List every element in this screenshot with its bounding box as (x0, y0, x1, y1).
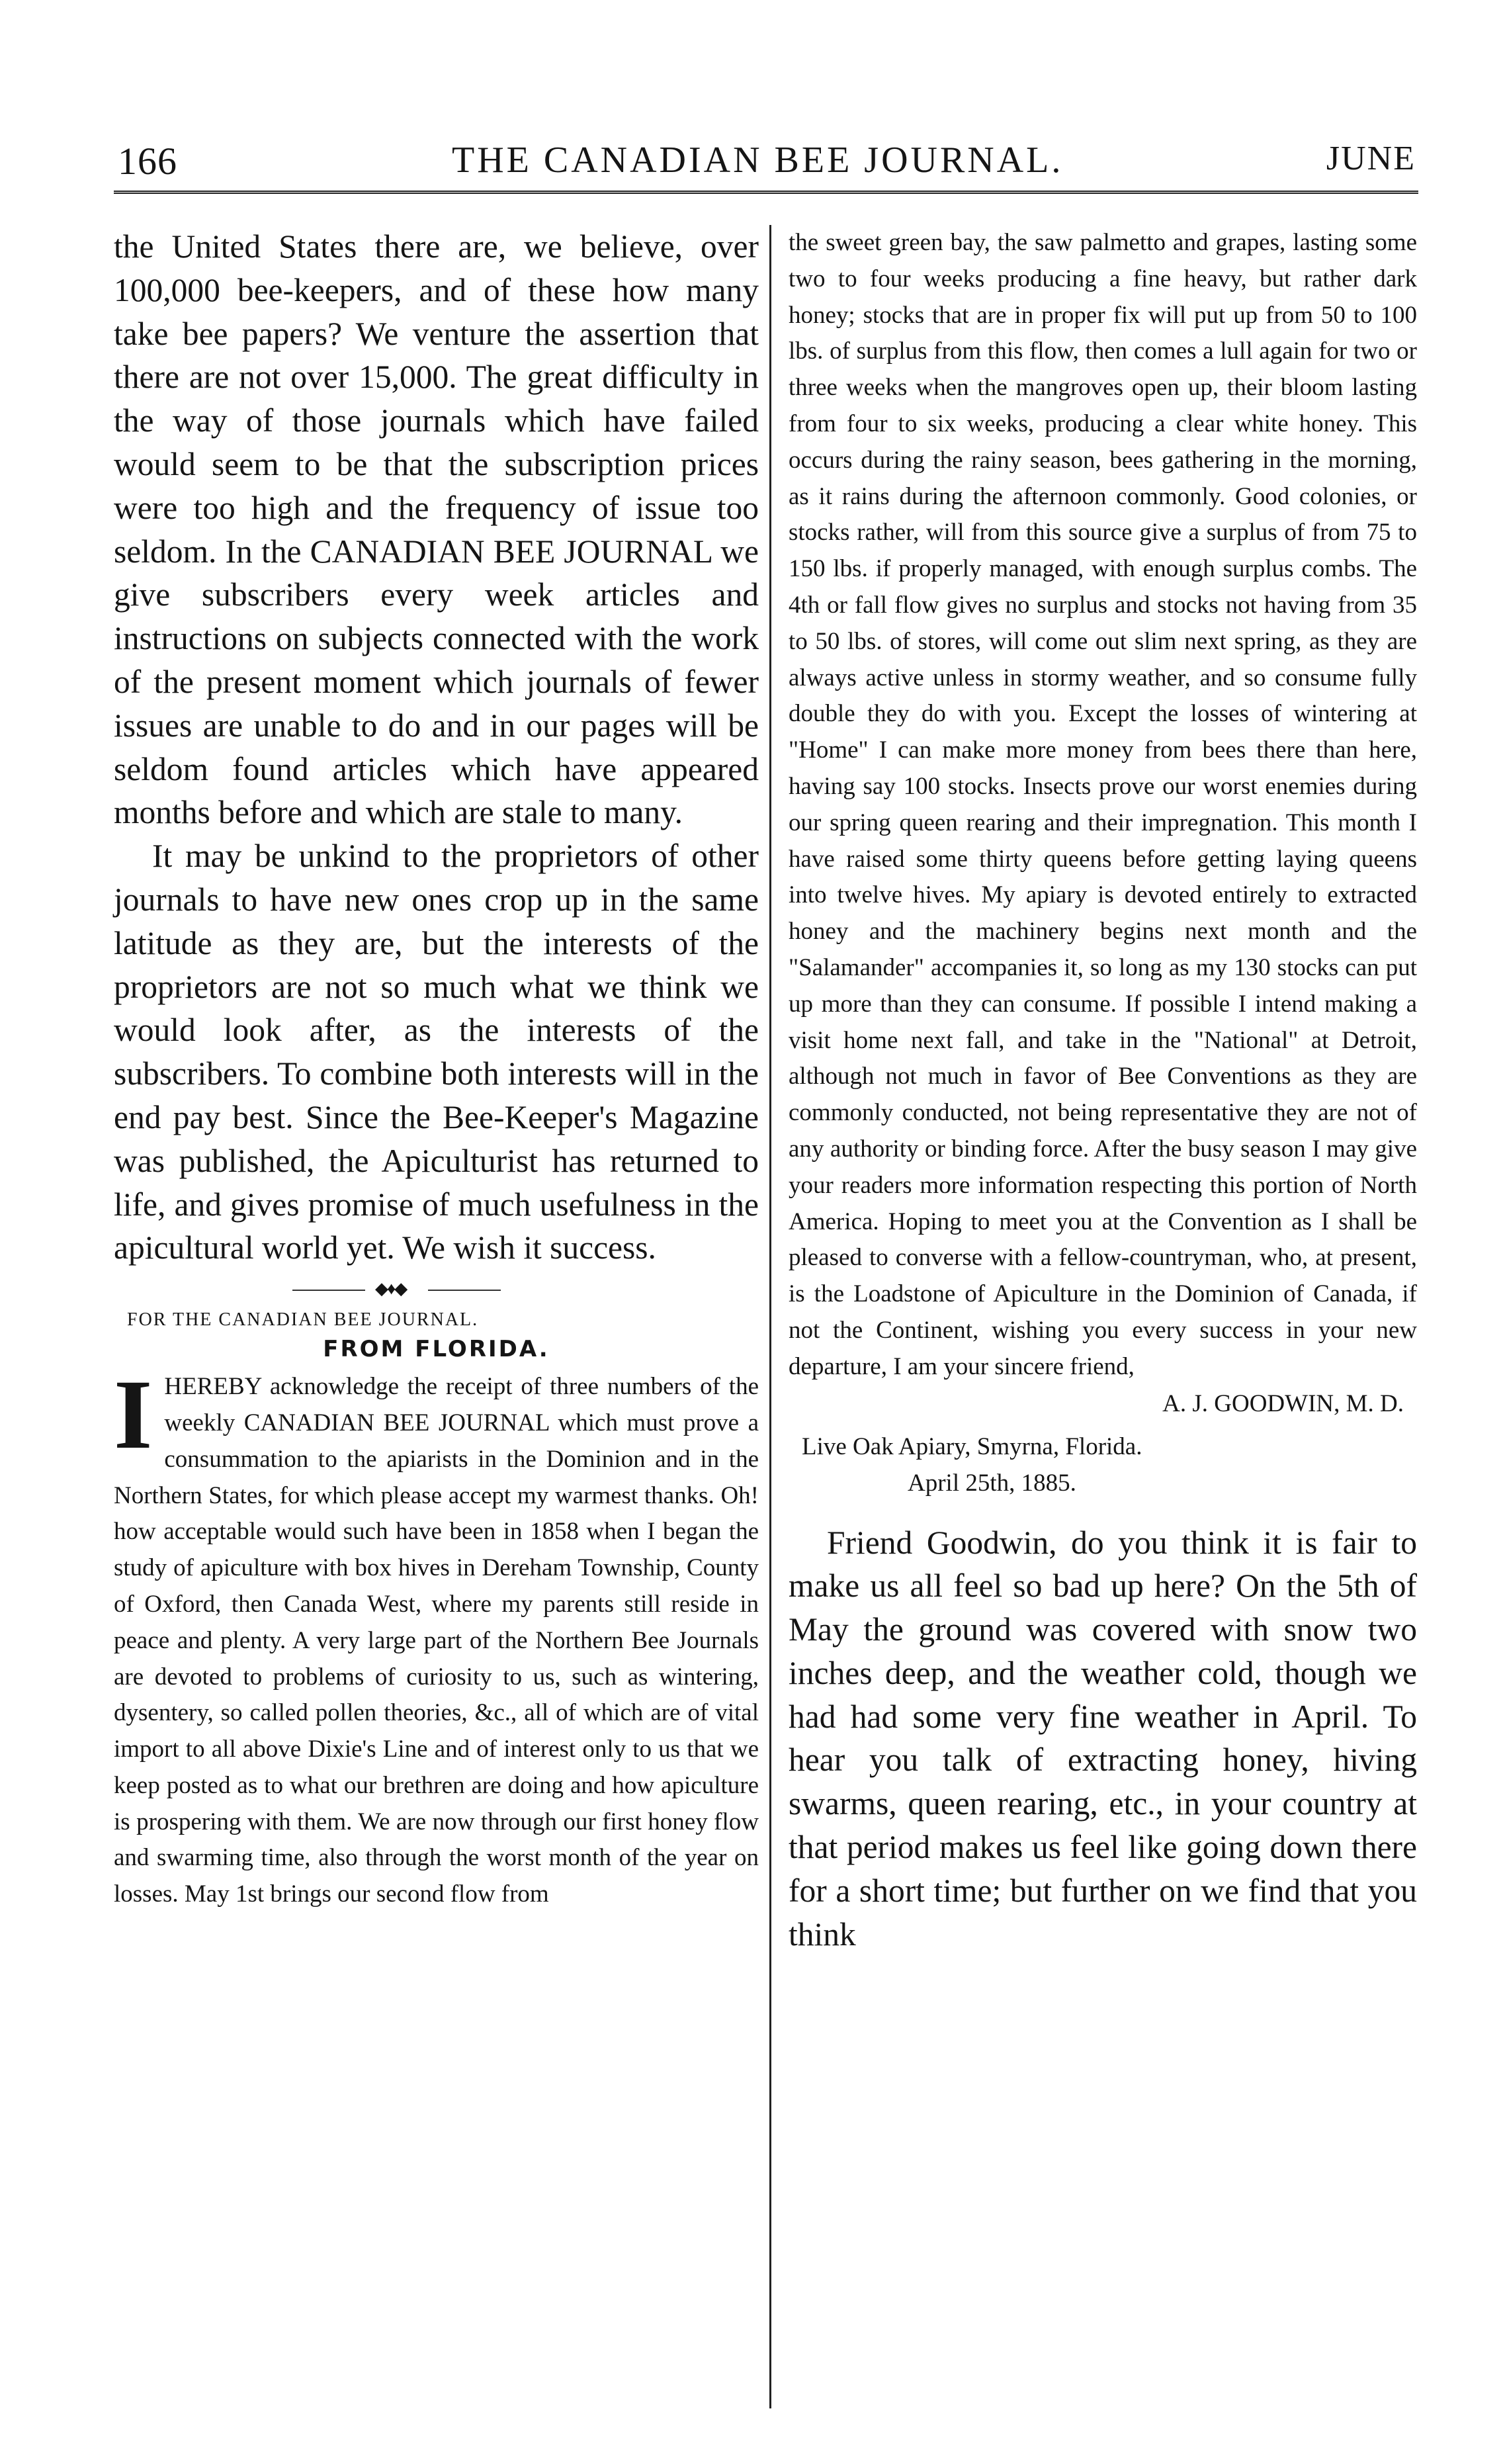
letter-paragraph: HEREBY acknowledge the receipt of three numbers of the weekly CANADIAN BEE JOURNAL which must prove a consummation to the apiarists in the Dominion and in the Northern States, for which please accept my warmest thanks. Oh! how acceptable would such have been in 1858 when I began the study of apiculture with box hives in Dereham Township, County of Oxford, then Canada West, where my parents still reside in peace and plenty. A very large part of the Northern Bee Journals are devoted to problems of curiosity to us, such as wintering, dysentery, so called pollen theories, &c., all of which are of vital import to all above Dixie's Line and of interest only to us that we keep posted as to what our brethren are doing and how apiculture is prospering with them. We are now through our first honey flow and swarming time, also through the worst month of the year on losses. May 1st brings our second flow from (114, 1373, 759, 1908)
letter-signature: A. J. GOODWIN, M. D. (1162, 1389, 1404, 1417)
letter-continued: the sweet green bay, the saw palmetto and grapes, lasting some two to four weeks producing a fine heavy, but rather dark honey; stocks that are in proper fix will put up from 50 to 100 lbs. of surplus from this flow, then comes a lull again for two or three weeks when the mangroves open up, their bloom lasting from four to six weeks, producing a clear white honey. This occurs during the rainy season, bees gathering in the morning, as it rains during the afternoon commonly. Good colonies, or stocks rather, will from this source give a surplus of from 75 to 150 lbs. if properly managed, with enough surplus combs. The 4th or fall flow gives no surplus and stocks not having from 35 to 50 lbs. of stores, will come out slim next spring, as they are always active unless in stormy weather, and so consume fully double they do with you. Except the losses of wintering at "Home" I can make more money from bees there than here, having say 100 stocks. Insects prove our worst enemies during our spring queen rearing and their impregnation. This month I have raised some thirty queens before getting laying queens into twelve hives. My apiary is devoted entirely to extracted honey and the machinery begins next month and the "Salamander" accompanies it, so long as my 130 stocks can put up more than they can consume. If possible I intend making a visit home next fall, and take in the "National" at Detroit, although not much in favor of Bee Conventions as they are commonly conducted, not being representative they are not of any authority or binding force. After the busy season I may give your readers more information respecting this portion of North America. Hoping to meet you at the Convention as I shall be pleased to converse with a fellow-countryman, who, at present, is the Loadstone of Apiculture in the Dominion of Canada, if not the Continent, wishing you every success in your new departure, I am your sincere friend, (789, 229, 1417, 1380)
article-headline: FROM FLORIDA. (323, 1336, 550, 1363)
section-separator (114, 1270, 759, 1309)
article-attribution: FOR THE CANADIAN BEE JOURNAL. (127, 1309, 479, 1331)
right-column (789, 225, 1417, 1956)
page-header (118, 139, 1416, 192)
letter-place: Live Oak Apiary, Smyrna, Florida. (802, 1432, 1142, 1460)
header-rule (114, 191, 1418, 194)
letter-date: April 25th, 1885. (908, 1469, 1076, 1497)
ornament-icon: ◆♦◆ (375, 1279, 407, 1299)
drop-cap: I (114, 1360, 153, 1470)
issue-month: JUNE (1326, 140, 1416, 177)
editor-reply: Friend Goodwin, do you think it is fair to make us all feel so bad up here? On the 5th of May the ground was covered with snow two inches deep, and the weather cold, though we had had some very fine weather in April. To hear you talk of extracting honey, hiving swarms, queen rearing, etc., in your country at that period makes us feel like going down there for a short time; but further on we find that you think (789, 1524, 1417, 1953)
left-column (114, 225, 759, 1913)
editorial-paragraph-1: the United States there are, we believe, over 100,000 bee-keepers, and of these how many take bee papers? We venture the assertion that there are not over 15,000. The great difficulty in the way of those journals which have failed would seem to be that the subscription prices were too high and the frequency of issue too seldom. In the CANADIAN BEE JOURNAL we give subscribers every week articles and instructions on subjects connected with the work of the present moment which journals of fewer issues are unable to do and in our pages will be seldom found articles which have appeared months before and which are stale to many. (114, 228, 759, 831)
editorial-paragraph-2: It may be unkind to the proprietors of other journals to have new ones crop up in the same latitude as they are, but the interests of the proprietors are not so much what we think we would look after, as the interests of the subscribers. To combine both interests will in the end pay best. Since the Bee-Keeper's Magazine was published, the Apiculturist has returned to life, and gives promise of much usefulness in the apicultural world yet. We wish it success. (114, 838, 759, 1266)
column-divider (769, 225, 771, 2408)
page-number: 166 (118, 140, 177, 183)
journal-title: THE CANADIAN BEE JOURNAL. (452, 140, 1064, 181)
